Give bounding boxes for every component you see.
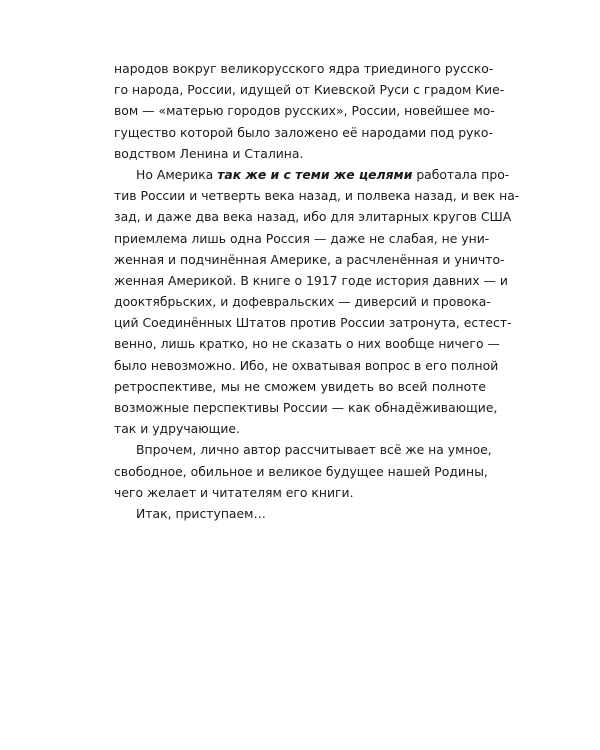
text-line: го народа, России, идущей от Киевской Руси с градом Кие- [114, 82, 505, 98]
text-line: так и удручающие. [114, 421, 240, 437]
text-line: водством Ленина и Сталина. [114, 145, 304, 161]
paragraph [114, 503, 486, 524]
paragraph [114, 58, 505, 164]
text-line: было невозможно. Ибо, не охватывая вопрос в его полной [114, 357, 499, 373]
text-run: Но Америка [136, 166, 218, 182]
text-line: Итак, приступаем… [136, 505, 266, 521]
text-line [114, 164, 510, 185]
text-line: гущество которой было заложено её народами под руко- [114, 124, 493, 140]
text-line: Впрочем, лично автор рассчитывает всё же на умное, [136, 442, 492, 458]
text-line: тив России и четверть века назад, и полвека назад, и век на- [114, 188, 520, 204]
text-line: свободное, обильное и великое будущее нашей Родины, [114, 463, 488, 479]
paragraph [114, 164, 520, 439]
paragraph [114, 439, 492, 503]
text-line: ций Соединённых Штатов против России затронута, естест- [114, 315, 512, 331]
text-line: венно, лишь кратко, но не сказать о них вообще ничего — [114, 336, 500, 352]
text-line: зад, и даже два века назад, ибо для элитарных кругов США [114, 209, 512, 225]
text-line: чего желает и читателям его книги. [114, 484, 354, 500]
text-line: дооктябрьских, и дофевральских — диверсий и провока- [114, 294, 491, 310]
body-text [114, 58, 520, 524]
text-line: женная и подчинённая Америке, а расчленённая и уничто- [114, 251, 505, 267]
emphasis-text: так же и с теми же целями [217, 166, 413, 182]
text-line: ретроспективе, мы не сможем увидеть во всей полноте [114, 378, 486, 394]
text-line: возможные перспективы России — как обнадёживающие, [114, 400, 498, 415]
text-run: работала про- [412, 166, 510, 182]
text-line: женная Америкой. В книге о 1917 годе история давних — и [114, 272, 508, 288]
text-line: вом — «матерью городов русских», России, новейшее мо- [114, 103, 495, 119]
text-line: народов вокруг великорусского ядра триединого русско- [114, 61, 494, 76]
text-line: приемлема лишь одна Россия — даже не слабая, не уни- [114, 230, 490, 246]
